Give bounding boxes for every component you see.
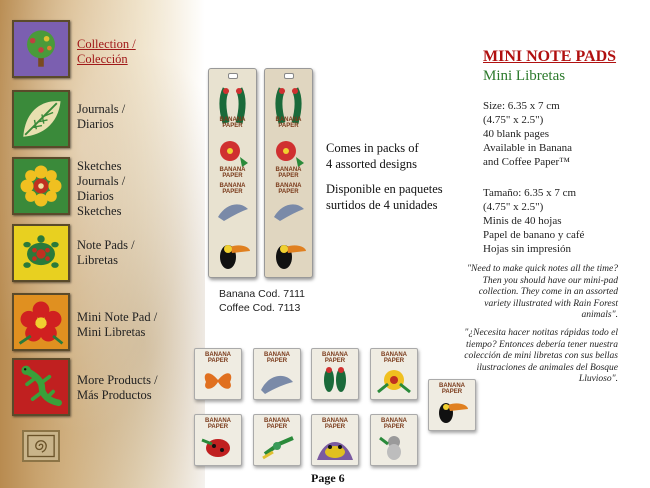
packs-info-spanish: Disponible en paquetes surtidos de 4 unidades — [326, 182, 443, 212]
page-subtitle: Mini Libretas — [483, 68, 566, 84]
pad-toucan — [268, 229, 309, 275]
pad-flower: BANANA PAPER — [268, 133, 309, 179]
coffee-paper-strip — [264, 68, 313, 278]
mini-pad-monkey: BANANA PAPER — [370, 414, 418, 466]
quote-spanish: "¿Necesita hacer notitas rápidas todo el tiempo? Entonces debería tener nuestra colección de mini libretas con sus bellas ilustraciones de animales del Bosque Lluvioso". — [464, 328, 618, 384]
page-number: Page 6 — [311, 471, 345, 485]
nav-label-sketches[interactable]: Sketches Journals / Diarios Sketches — [77, 159, 126, 218]
packs-info-english: Comes in packs of 4 assorted designs — [326, 141, 419, 171]
nav-label-mini-note-pad[interactable]: Mini Note Pad / Mini Libretas — [77, 310, 158, 339]
hibiscus-icon[interactable] — [12, 293, 70, 351]
pad-dolphin: BANANA PAPER — [212, 181, 253, 227]
pad-parrot: BANANA PAPER — [268, 83, 309, 129]
mini-pad-flower: BANANA PAPER — [370, 348, 418, 400]
mini-pad-butterfly: BANANA PAPER — [194, 348, 242, 400]
mini-pad-dolphin: BANANA PAPER — [253, 348, 301, 400]
nav-label-collection[interactable]: Collection / Colección — [77, 37, 136, 66]
nav-label-more-products[interactable]: More Products / Más Productos — [77, 373, 158, 402]
specs-spanish: Tamaño: 6.35 x 7 cm (4.75" x 2.5") Minis de 40 hojas Papel de banano y café Hojas sin impresión — [483, 187, 585, 255]
pad-dolphin: BANANA PAPER — [268, 181, 309, 227]
pad-parrot: BANANA PAPER — [212, 83, 253, 129]
page-title: MINI NOTE PADS — [483, 48, 617, 65]
banana-paper-strip — [208, 68, 257, 278]
pad-toucan — [212, 229, 253, 275]
mini-pad-ladybug: BANANA PAPER — [194, 414, 242, 466]
hang-hole — [228, 73, 238, 79]
mini-pad-hummingbird: BANANA PAPER — [253, 414, 301, 466]
flower-icon[interactable] — [12, 157, 70, 215]
banana-code: Banana Cod. 7111 — [219, 288, 306, 300]
quote-english: "Need to make quick notes all the time? Then you should have our mini-pad collection. They come in an assorted variety illustrated with Rain Forest animals". — [467, 264, 618, 320]
tree-icon[interactable] — [12, 20, 70, 78]
nav-label-note-pads[interactable]: Note Pads / Libretas — [77, 238, 135, 267]
product-codes — [219, 287, 305, 315]
nav-label-journals[interactable]: Journals / Diarios — [77, 102, 126, 131]
spiral-icon[interactable] — [22, 430, 60, 462]
coffee-code: Coffee Cod. 7113 — [219, 302, 301, 314]
mini-pad-frog: BANANA PAPER — [311, 414, 359, 466]
hang-hole — [284, 73, 294, 79]
turtle-icon[interactable] — [12, 224, 70, 282]
mini-pad-parrots: BANANA PAPER — [311, 348, 359, 400]
specs-english: Size: 6.35 x 7 cm (4.75" x 2.5") 40 blank pages Available in Banana and Coffee Paper™ — [483, 100, 572, 168]
lizard-icon[interactable] — [12, 358, 70, 416]
pad-flower: BANANA PAPER — [212, 133, 253, 179]
mini-pad-toucan: BANANA PAPER — [428, 379, 476, 431]
sidebar-navigation — [0, 0, 205, 488]
leaf-icon[interactable] — [12, 90, 70, 148]
